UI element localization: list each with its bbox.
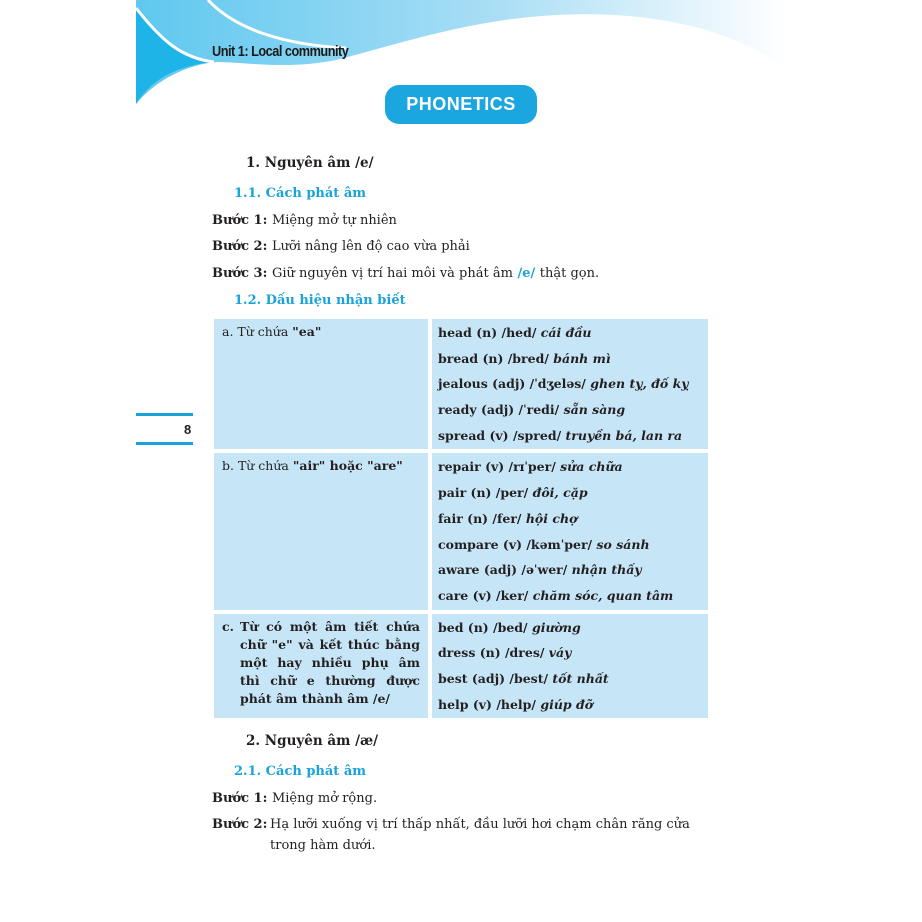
phonetics-badge — [385, 85, 537, 124]
table-row — [214, 614, 708, 719]
step-2-text — [270, 814, 710, 856]
word-entry: aware (adj) /əˈwer/ nhận thấy — [438, 562, 642, 578]
words-cell — [432, 453, 708, 609]
rule-prefix: a. Từ chứa — [222, 324, 293, 339]
step-text: Miệng mở tự nhiên — [271, 213, 397, 228]
section1-sub1: 1.1. Cách phát âm — [234, 186, 367, 201]
word-entry: compare (v) /kəmˈper/ so sánh — [438, 536, 650, 552]
unit-title: Unit 1: Local community — [212, 43, 349, 60]
word-entry: spread (v) /spred/ truyền bá, lan ra — [438, 427, 683, 443]
rule-text: Từ có một âm tiết chứa chữ "e" và kết thúc bằng một hay nhiều phụ âm thì chữ e thường được phát âm thành âm /e/ — [240, 618, 420, 706]
word-entry: repair (v) /rɪˈper/ sửa chữa — [438, 459, 623, 475]
rule-prefix: b. Từ chứa — [222, 458, 293, 474]
word-entry: ready (adj) /ˈredi/ sẵn sàng — [438, 402, 626, 418]
phonetics-badge-label: PHONETICS — [406, 94, 516, 114]
step-text: Giữ nguyên vị trí hai môi và phát âm — [271, 266, 513, 281]
page-marker-line-top — [136, 413, 193, 416]
step-label: Bước 1: — [212, 213, 268, 228]
word-entry: care (v) /ker/ chăm sóc, quan tâm — [438, 587, 674, 603]
word-entry: bread (n) /bred/ bánh mì — [438, 350, 611, 366]
step-label: Bước 3: — [212, 266, 268, 281]
table-row — [214, 319, 708, 449]
page-number: 8 — [184, 422, 192, 437]
step-2 — [212, 239, 470, 254]
rule-label: c. — [222, 618, 234, 634]
step-2-label: Bước 2: — [212, 817, 268, 832]
word-entry: fair (n) /fer/ hội chợ — [438, 510, 578, 526]
step-1 — [212, 791, 377, 806]
section1-sub2: 1.2. Dấu hiệu nhận biết — [234, 293, 406, 308]
step-label: Bước 1: — [212, 791, 268, 806]
word-entry: best (adj) /best/ tốt nhất — [438, 670, 609, 686]
step-label: Bước 2: — [212, 239, 268, 254]
textbook-page — [136, 0, 786, 922]
rule-cell — [214, 453, 428, 609]
section1-title: 1. Nguyên âm /e/ — [246, 155, 374, 171]
word-entry: pair (n) /per/ đôi, cặp — [438, 485, 588, 501]
rule-text: "air" hoặc "are" — [292, 458, 403, 474]
sound-symbol: /e/ — [517, 266, 536, 281]
step-text: Lưỡi nâng lên độ cao vừa phải — [271, 239, 470, 254]
words-cell — [432, 319, 708, 449]
step-text-end: thật gọn. — [539, 266, 600, 281]
step-text: Miệng mở rộng. — [271, 791, 378, 806]
word-entry: bed (n) /bed/ giường — [438, 619, 581, 635]
rule-text: "ea" — [292, 324, 322, 339]
word-entry: help (v) /help/ giúp đỡ — [438, 696, 594, 712]
table-row — [214, 453, 708, 609]
page-marker-line-bottom — [136, 442, 193, 445]
recognition-table — [214, 319, 708, 722]
word-entry: dress (n) /dres/ váy — [438, 645, 572, 661]
rule-cell — [214, 614, 428, 719]
section2-sub1: 2.1. Cách phát âm — [234, 764, 367, 779]
words-cell — [432, 614, 708, 719]
section2-title: 2. Nguyên âm /æ/ — [246, 733, 379, 749]
rule-cell — [214, 319, 428, 449]
word-entry: jealous (adj) /ˈdʒeləs/ ghen tỵ, đố kỵ — [438, 376, 689, 392]
step-3 — [212, 266, 599, 281]
step-text: Hạ lưỡi xuống vị trí thấp nhất, đầu lưỡi hơi chạm chân răng cửa trong hàm dưới. — [270, 817, 690, 853]
step-1 — [212, 213, 397, 228]
word-entry: head (n) /hed/ cái đầu — [438, 325, 592, 340]
